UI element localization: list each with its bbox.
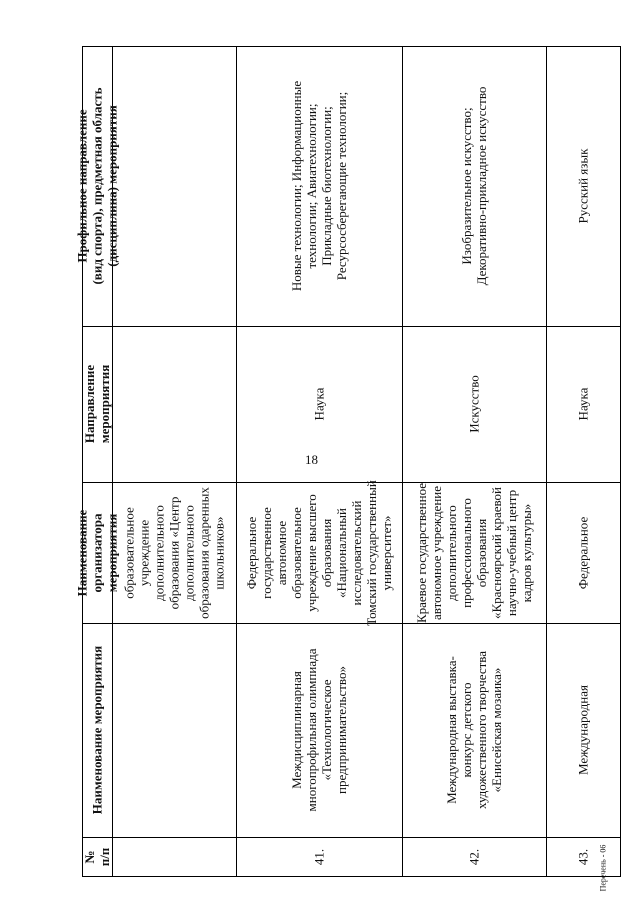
header-num: № п/п [82, 847, 112, 866]
row-41-direction: Наука [311, 387, 327, 421]
row-41-profile: Новые технологии; Информационные технологии; Авиатехнологии; Прикладные биотехнологии; Ресурсосберегающие технологии; [289, 80, 349, 292]
header-event-name: Наименование мероприятия [89, 645, 105, 815]
row-43-direction: Наука [575, 387, 591, 421]
row-43-organizer: Федеральное [575, 516, 591, 589]
row-43-event-name: Международная [575, 685, 591, 775]
row-42-direction: Искусство [466, 375, 482, 433]
header-profile: Профильное направление (вид спорта), предметная область (дисциплина) мероприятия [74, 87, 120, 285]
row-42-event-name: Международная выставка- конкурс детского художественного творчества «Енисейская мозаика» [444, 650, 504, 810]
row-43-profile: Русский язык [575, 148, 591, 224]
footer-text: Перечень - 06 [598, 844, 608, 892]
footer-document-code [597, 844, 609, 892]
row-continuation-organizer: образовательное учреждение дополнительного образования «Центр дополнительного образования одаренных школьников» [121, 486, 227, 619]
row-42-num: 42. [466, 848, 482, 865]
header-organizer: Наименование организатора мероприятия [74, 509, 120, 596]
row-41-organizer: Федеральное государственное автономное образовательное учреждение высшего образования «Национальный исследовательский Томский государственный университет» [244, 479, 394, 626]
table-border-bottom [82, 876, 621, 877]
row-42-profile: Изобразительное искусство; Декоративно-прикладное искусство [459, 86, 489, 286]
row-42-organizer: Краевое государственное автономное учреждение дополнительного профессионального образования «Красноярский краевой научно-учебный центр кадров культуры» [414, 482, 534, 623]
row-41-num: 41. [311, 848, 327, 865]
row-43-num: 43. [575, 848, 591, 865]
row-41-event-name: Междисциплинарная многопрофильная олимпиада «Технологическое предпринимательство» [289, 648, 349, 812]
header-direction: Направление мероприятия [82, 364, 112, 444]
page-number: 18 [305, 452, 318, 467]
table-border-right [620, 46, 621, 876]
